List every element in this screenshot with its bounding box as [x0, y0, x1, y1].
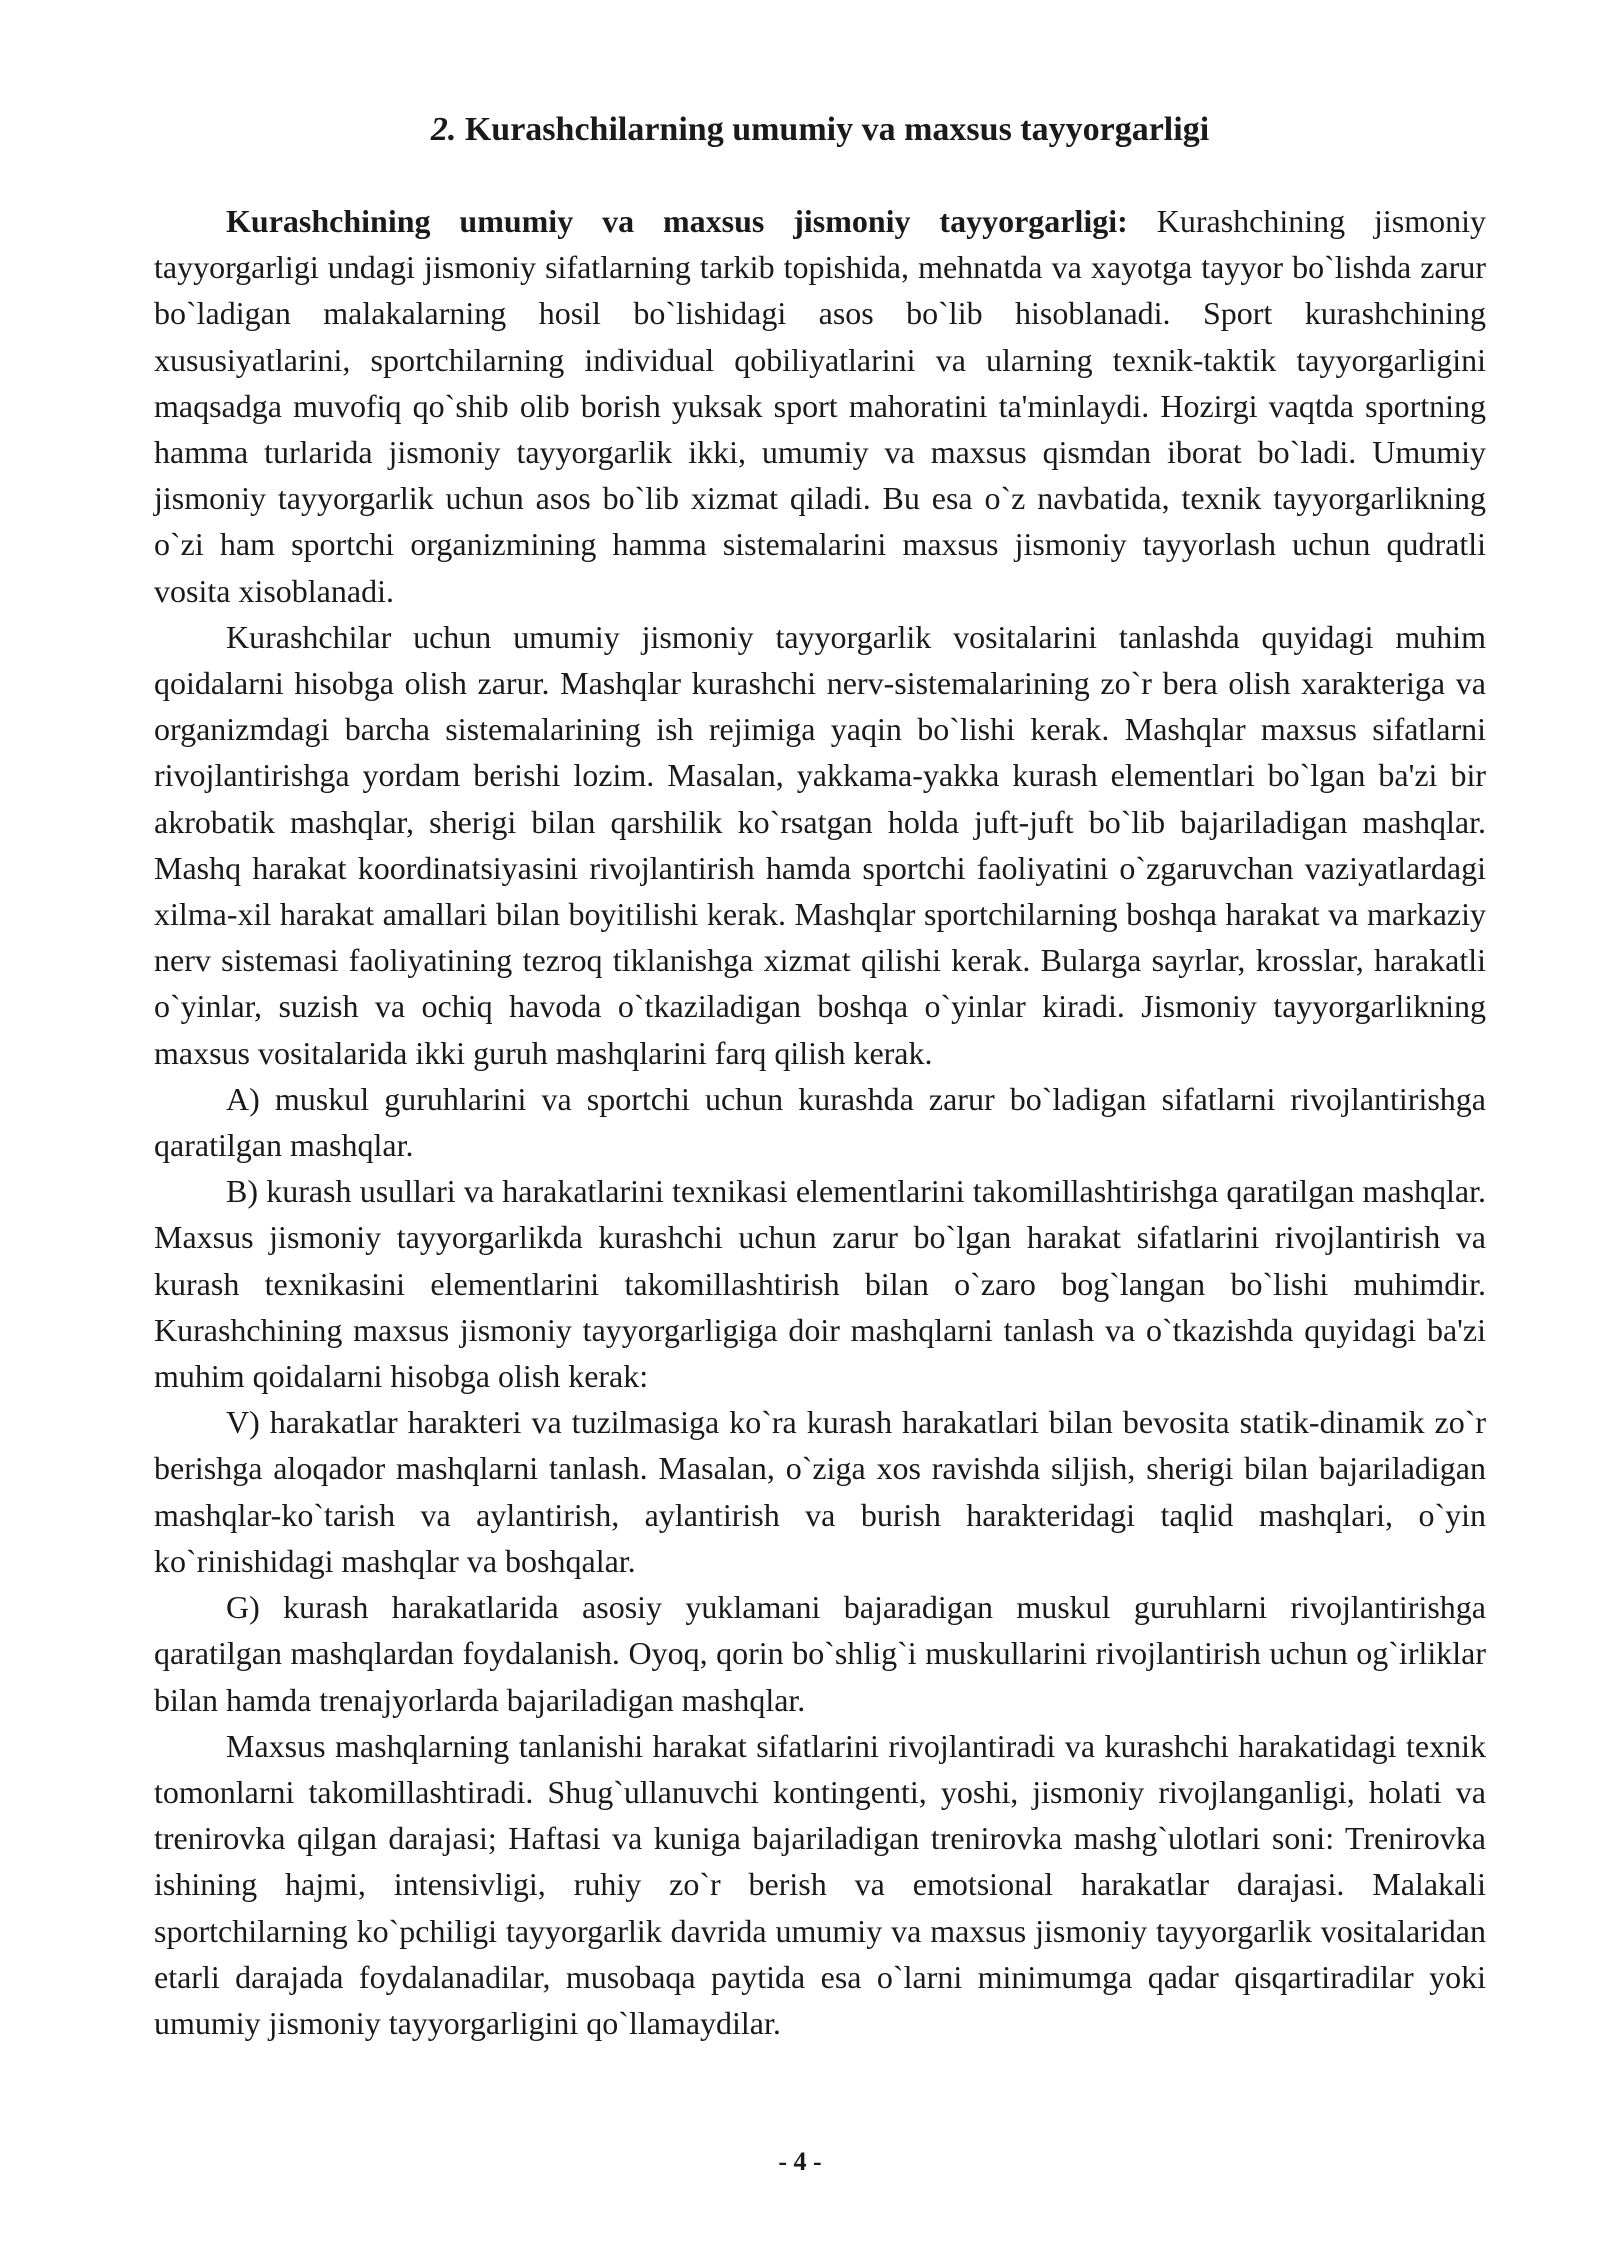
paragraph-2 — [154, 614, 1486, 1076]
paragraph-item-b — [154, 1168, 1486, 1399]
paragraph-text: G) kurash harakatlarida asosiy yuklamani bajaradigan muskul guruhlarni rivojlantirishga qaratilgan mashqlardan foydalanish. Oyoq, qorin bo`shlig`i muskullarini rivojlantirish uchun og`irliklar bilan hamda trenajyorlarda bajariladigan mashqlar. — [154, 1589, 1486, 1718]
section-title-text: Kurashchilarning umumiy va maxsus tayyorgarligi — [464, 111, 1210, 148]
paragraph-item-g — [154, 1584, 1486, 1723]
paragraph-text: B) kurash usullari va harakatlarini texnikasi elementlarini takomillashtirishga qaratilgan mashqlar. Maxsus jismoniy tayyorgarlikda kurashchi uchun zarur bo`lgan harakat sifatlarini rivojlantirish va kurash texnikasini elementlarini takomillashtirish bilan o`zaro bog`langan bo`lishi muhimdir. Kurashchining maxsus jismoniy tayyorgarligiga doir mashqlarni tanlash va o`tkazishda quyidagi ba'zi muhim qoidalarni hisobga olish kerak: — [154, 1173, 1486, 1395]
paragraph-lead: Kurashchining umumiy va maxsus jismoniy tayyorgarligi: — [226, 203, 1128, 239]
page-number: - 4 - — [778, 2147, 822, 2176]
paragraph-item-v — [154, 1399, 1486, 1584]
paragraph-text: Kurashchilar uchun umumiy jismoniy tayyorgarlik vositalarini tanlashda quyidagi muhim qoidalarni hisobga olish zarur. Mashqlar kurashchi nerv-sistemalarining zo`r bera olish xarakteriga va organizmdagi barcha sistemalarining ish rejimiga yaqin bo`lishi kerak. Mashqlar maxsus sifatlarni rivojlantirishga yordam berishi lozim. Masalan, yakkama-yakka kurash elementlari bo`lgan ba'zi bir akrobatik mashqlar, sherigi bilan qarshilik ko`rsatgan holda juft-juft bo`lib bajariladigan mashqlar. Mashq harakat koordinatsiyasini rivojlantirish hamda sportchi faoliyatini o`zgaruvchan vaziyatlardagi xilma-xil harakat amallari bilan boyitilishi kerak. Mashqlar sportchilarning boshqa harakat va markaziy nerv sistemasi faoliyatining tezroq tiklanishga xizmat qilishi kerak. Bularga sayrlar, krosslar, harakatli o`yinlar, suzish va ochiq havoda o`tkaziladigan boshqa o`yinlar kiradi. Jismoniy tayyorgarlikning maxsus vositalarida ikki guruh mashqlarini farq qilish kerak. — [154, 618, 1486, 1071]
section-number: 2. — [430, 111, 457, 148]
paragraph-item-a — [154, 1076, 1486, 1168]
paragraph-text: Kurashchining jismoniy tayyorgarligi undagi jismoniy sifatlarning tarkib topishida, mehnatda va xayotga tayyor bo`lishda zarur bo`ladigan malakalarning hosil bo`lishidagi asos bo`lib hisoblanadi. Sport kurashchining xususiyatlarini, sportchilarning individual qobiliyatlarini va ularning texnik-taktik tayyorgarligini maqsadga muvofiq qo`shib olib borish yuksak sport mahoratini ta'minlaydi. Hozirgi vaqtda sportning hamma turlarida jismoniy tayyorgarlik ikki, umumiy va maxsus qismdan iborat bo`ladi. Umumiy jismoniy tayyorgarlik uchun asos bo`lib xizmat qiladi. Bu esa o`z navbatida, texnik tayyorgarlikning o`zi ham sportchi organizmining hamma sistemalarini maxsus jismoniy tayyorlash uchun qudratli vosita xisoblanadi. — [154, 203, 1487, 609]
paragraph-final — [154, 1723, 1486, 2046]
document-page — [154, 108, 1486, 2046]
paragraph-text: A) muskul guruhlarini va sportchi uchun kurashda zarur bo`ladigan sifatlarni rivojlantirishga qaratilgan mashqlar. — [154, 1080, 1486, 1164]
paragraph-1 — [154, 198, 1486, 614]
paragraph-text: V) harakatlar harakteri va tuzilmasiga ko`ra kurash harakatlari bilan bevosita statik-dinamik zo`r berishga aloqador mashqlarni tanlash. Masalan, o`ziga xos ravishda siljish, sherigi bilan bajariladigan mashqlar-ko`tarish va aylantirish, aylantirish va burish harakteridagi taqlid mashqlari, o`yin ko`rinishidagi mashqlar va boshqalar. — [154, 1404, 1486, 1579]
paragraph-text: Maxsus mashqlarning tanlanishi harakat sifatlarini rivojlantiradi va kurashchi harakatidagi texnik tomonlarni takomillashtiradi. Shug`ullanuvchi kontingenti, yoshi, jismoniy rivojlanganligi, holati va trenirovka qilgan darajasi; Haftasi va kuniga bajariladigan trenirovka mashg`ulotlari soni: Trenirovka ishining hajmi, intensivligi, ruhiy zo`r berish va emotsional harakatlar darajasi. Malakali sportchilarning ko`pchiligi tayyorgarlik davrida umumiy va maxsus jismoniy tayyorgarlik vositalaridan etarli darajada foydalanadilar, musobaqa paytida esa o`larni minimumga qadar qisqartiradilar yoki umumiy jismoniy tayyorgarligini qo`llamaydilar. — [154, 1727, 1486, 2041]
section-title — [154, 108, 1486, 152]
